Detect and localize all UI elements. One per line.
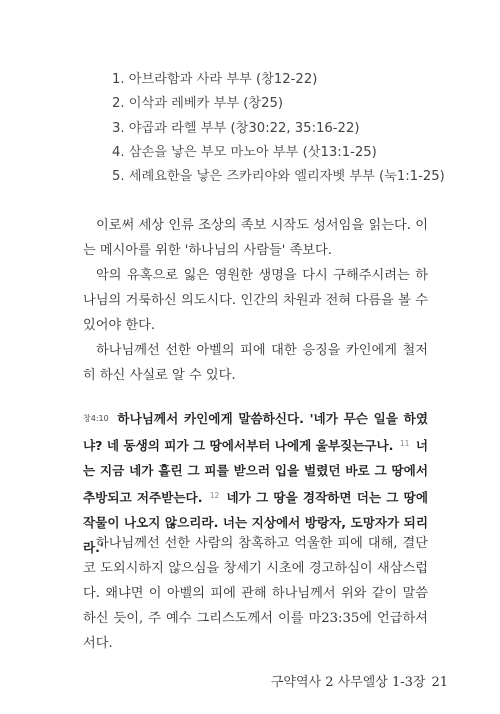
list-item: 2. 이삭과 레베카 부부 (창25) <box>112 96 284 112</box>
body-section-2 <box>83 531 428 656</box>
paragraph: 이로써 세상 인류 조상의 족보 시작도 성서임을 읽는다. 이는 메시아를 위한 '하나님의 사람들' 족보다. <box>83 218 428 258</box>
verse-text: 너는 지금 네가 흘린 그 피를 받으러 입을 벌렸던 바로 그 땅에서 추방되고 저주받는다. <box>83 438 429 505</box>
paragraph: 하나님께선 선한 사람의 참혹하고 억울한 피에 대해, 결단코 도외시하지 않으심을 창세기 시초에 경고하심이 새삼스럽다. 왜냐면 이 아벨의 피에 관해 하나님께서 위와 같이 말씀하신 듯이, 주 예수 그리스도께서 이를 마23:35에 언급하셔서다. <box>83 536 428 651</box>
verse-number: 12 <box>209 491 220 500</box>
paragraph: 하나님께선 선한 아벨의 피에 대한 응징을 카인에게 철저히 하신 사실로 알 수 있다. <box>83 343 428 383</box>
verse-text: 네가 그 땅을 경작하면 더는 그 땅에 작물이 나오지 않으리라. 너는 지상에서 방랑자, 도망자가 되리라.' <box>83 490 429 555</box>
verse-text: 하나님께서 카인에게 말씀하신다. '네가 무슨 일을 하였냐? 네 동생의 피가 그 땅에서부터 나에게 울부짖는구나. <box>83 411 428 453</box>
page-number: 21 <box>431 675 448 690</box>
genealogy-list <box>112 68 445 189</box>
paragraph: 악의 유혹으로 잃은 영원한 생명을 다시 구해주시려는 하나님의 거룩하신 의도시다. 인간의 차원과 전혀 다름을 볼 수 있어야 한다. <box>83 268 428 333</box>
list-item: 4. 삼손을 낳은 부모 마노아 부부 (삿13:1-25) <box>112 144 377 160</box>
verse-reference: 창4:10 <box>83 414 109 423</box>
list-item: 3. 야곱과 라헬 부부 (창30:22, 35:16-22) <box>112 120 360 136</box>
list-item: 1. 아브라함과 사라 부부 (창12-22) <box>112 72 318 87</box>
body-section-1 <box>83 213 428 388</box>
page-footer <box>271 671 448 690</box>
running-title: 구약역사 2 사무엘상 1-3장 <box>270 675 426 690</box>
verse-number: 11 <box>399 439 410 448</box>
list-item: 5. 세례요한을 낳은 즈카리야와 엘리자벳 부부 (눅1:1-25) <box>112 169 445 185</box>
